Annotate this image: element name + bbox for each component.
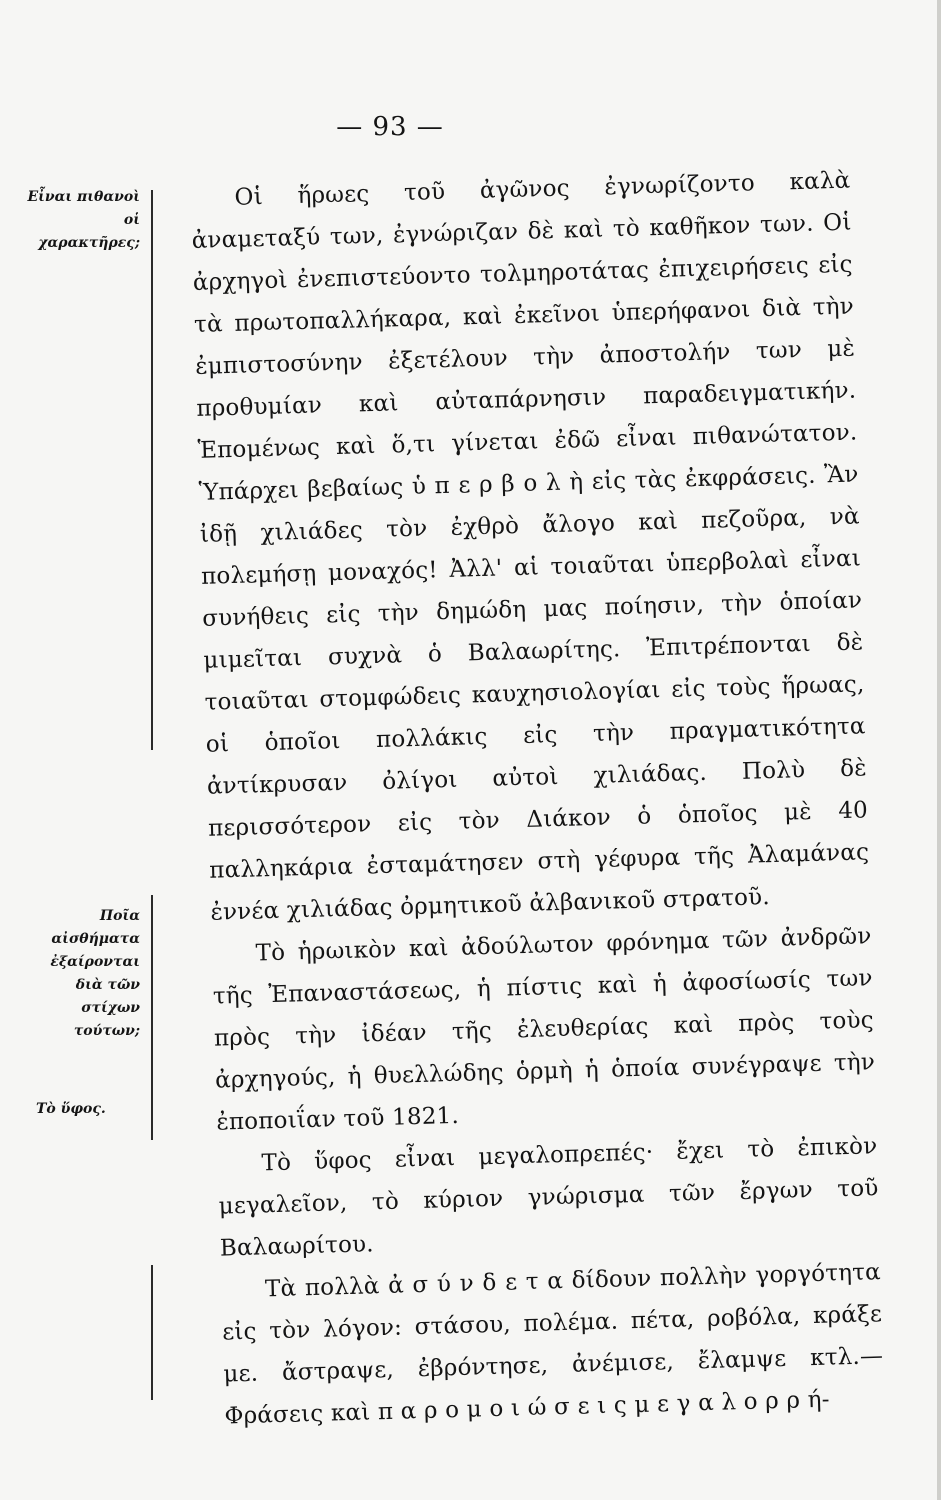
margin-note-sentiments: Ποῖα αἰσθήματα ἐξαίρονται διὰ τῶν στίχων τούτων;	[50, 908, 140, 1039]
paragraph-heroes: Οἱ ἥρωες τοῦ ἀγῶνος ἐγνωρίζοντο καλὰ ἀναμεταξύ των, ἐγνώριζαν δὲ καὶ τὸ καθῆκον των. Οἱ ἀρχηγοὶ ἐνεπιστεύοντο τολμηροτάτας ἐπιχειρήσεις εἰς τὰ πρωτοπαλλήκαρα, καὶ ἐκεῖνοι ὑπερήφανοι διὰ τὴν ἐμπιστοσύνην ἐξετέλουν τὴν ἀποστολήν των μὲ προθυμίαν καὶ αὐταπάρνησιν παραδειγματικήν. Ἑπομένως καὶ ὅ,τι γίνεται ἐδῶ εἶναι πιθανώτατον. Ὑπάρχει βεβαίως ὑ π ε ρ β ο λ ὴ εἰς τὰς ἐκφράσεις. Ἂν ἰδῇ χιλιάδες τὸν ἐχθρὸ ἄλογο καὶ πεζοῦρα, νὰ πολεμήσῃ μοναχός! Ἀλλ' αἱ τοιαῦται ὑπερβολαὶ εἶναι συνήθεις εἰς τὴν δημώδη μας ποίησιν, τὴν ὁποίαν μιμεῖται συχνὰ ὁ Βαλαωρίτης. Ἐπιτρέπονται δὲ τοιαῦται στομφώδεις καυχησιολογίαι εἰς τοὺς ἥρωας, οἱ ὁποῖοι πολλάκις εἰς τὴν πραγματικότητα ἀντίκρυσαν ὀλίγοι αὐτοὶ χιλιάδας. Πολὺ δὲ περισσότερον εἰς τὸν Διάκον ὁ ὁποῖος μὲ 40 παλληκάρια ἐσταμάτησεν στὴ γέφυρα τῆς Ἀλαμάνας ἐννέα χιλιάδας ὀρμητικοῦ ἀλβανικοῦ στρατοῦ.	[191, 167, 870, 926]
page-edge	[937, 0, 941, 1500]
margin-rule	[151, 190, 153, 750]
margin-rule	[151, 1265, 153, 1400]
paragraph-spirit: Τὸ ἡρωικὸν καὶ ἀδούλωτον φρόνημα τῶν ἀνδρῶν τῆς Ἐπαναστάσεως, ἡ πίστις καὶ ἡ ἀφοσίωσίς των πρὸς τὴν ἰδέαν τῆς ἐλευθερίας καὶ πρὸς τοὺς ἀρχηγούς, ἡ θυελλώδης ὁρμὴ ἡ ὁποία συνέγραψε τὴν ἐποποιΐαν τοῦ 1821.	[212, 923, 876, 1136]
main-text-block	[190, 160, 884, 1430]
page-number: — 93 —	[336, 112, 444, 142]
paragraph-style: Τὸ ὕφος εἶναι μεγαλοπρεπές· ἔχει τὸ ἐπικὸν μεγαλεῖον, τὸ κύριον γνώρισμα τῶν ἔργων τοῦ Βαλαωρίτου.	[218, 1133, 879, 1262]
margin-note-characters: Εἶναι πιθανοὶ οἱ χαρακτῆρες;	[27, 189, 140, 251]
margin-note-style: Τὸ ὕφος.	[36, 1101, 106, 1117]
paragraph-asyndeta: Τὰ πολλὰ ἀ σ ύ ν δ ε τ α δίδουν πολλὴν γοργότητα εἰς τὸν λόγον: στάσου, πολέμα. πέτα, ροβόλα, κράξε με. ἄστραψε, ἐβρόντησε, ἀνέμισε, ἔλαμψε κτλ.— Φράσεις καὶ π α ρ ο μ ο ι ώ σ ε ι ς μ ε γ α λ ο ρ ρ ή-	[221, 1259, 884, 1430]
